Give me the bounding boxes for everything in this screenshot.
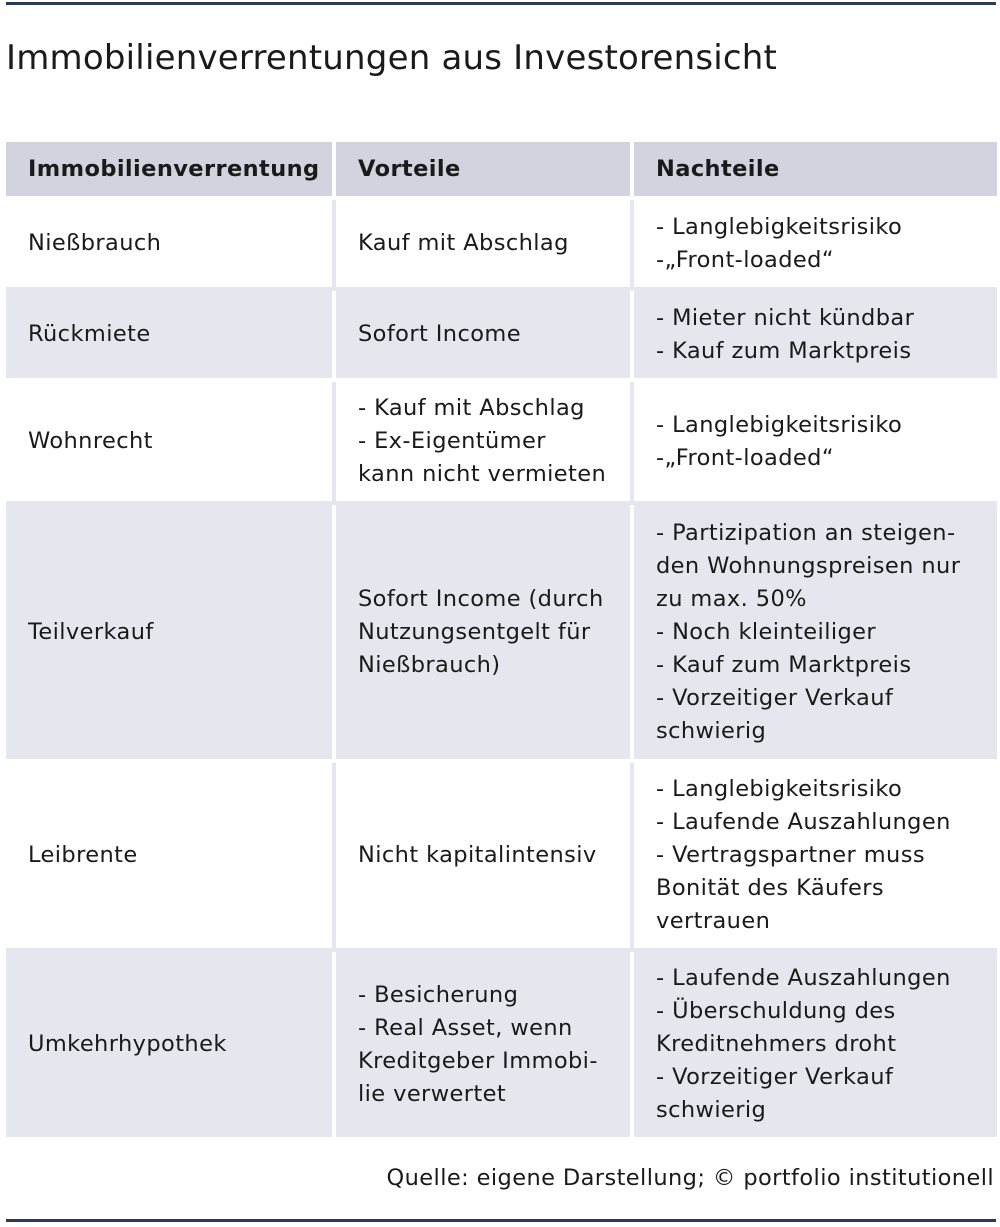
nachteil-line: zu max. 50% <box>656 585 807 612</box>
vorteil-line: - Ex-Eigentümer <box>358 428 546 454</box>
nachteil-line: - Mieter nicht kündbar <box>656 304 915 331</box>
row-vorteile <box>336 200 634 291</box>
table-row <box>6 382 997 505</box>
row-nachteile <box>634 505 997 763</box>
bottom-rule <box>6 1219 996 1222</box>
top-rule <box>6 2 996 5</box>
nachteil-line: - Noch kleinteiliger <box>656 618 877 645</box>
nachteil-line: - Vertragspartner muss <box>656 842 925 868</box>
nachteil-line: - Langlebigkeitsrisiko <box>656 411 903 438</box>
row-nachteile <box>634 200 997 291</box>
vorteil-line: - Kauf mit Abschlag <box>358 395 585 421</box>
source-note: Quelle: eigene Darstellung; © portfolio institutionell <box>386 1165 994 1191</box>
vorteil-line: Sofort Income <box>358 321 521 347</box>
row-vorteile <box>336 763 634 952</box>
nachteil-line: - Langlebigkeitsrisiko <box>656 776 903 802</box>
row-nachteile <box>634 952 997 1141</box>
row-nachteile <box>634 382 997 505</box>
vorteil-line: Kreditgeber Immobi- <box>358 1047 598 1074</box>
page-title: Immobilienverrentungen aus Investorensicht <box>6 38 778 78</box>
row-name: Leibrente <box>6 763 336 952</box>
table-row <box>6 200 997 291</box>
comparison-table <box>6 142 997 1141</box>
nachteil-line: den Wohnungspreisen nur <box>656 552 961 579</box>
row-name: Wohnrecht <box>6 382 336 505</box>
row-vorteile <box>336 505 634 763</box>
nachteil-line: - Kauf zum Marktpreis <box>656 337 912 364</box>
vorteil-line: Nicht kapitalintensiv <box>358 842 597 868</box>
nachteil-line: Kreditnehmers droht <box>656 1031 897 1057</box>
table-header-row <box>6 142 997 200</box>
table-row <box>6 763 997 952</box>
row-nachteile <box>634 763 997 952</box>
header-immobilienverrentung: Immobilienverrentung <box>6 142 336 200</box>
vorteil-line: Sofort Income (durch <box>358 585 604 612</box>
row-vorteile <box>336 952 634 1141</box>
nachteil-line: - Laufende Auszahlungen <box>656 809 951 835</box>
row-vorteile <box>336 291 634 382</box>
nachteil-line: Bonität des Käufers <box>656 875 885 901</box>
nachteil-line: - Vorzeitiger Verkauf <box>656 1064 894 1090</box>
vorteil-line: - Real Asset, wenn <box>358 1014 573 1041</box>
row-vorteile <box>336 382 634 505</box>
nachteil-line: - Vorzeitiger Verkauf <box>656 684 894 711</box>
row-name: Teilverkauf <box>6 505 336 763</box>
nachteil-line: schwierig <box>656 1097 767 1123</box>
row-name: Rückmiete <box>6 291 336 382</box>
nachteil-line: - Partizipation an steigen- <box>656 519 956 546</box>
table-row <box>6 505 997 763</box>
vorteil-line: Nutzungsentgelt für <box>358 618 591 645</box>
row-name: Nießbrauch <box>6 200 336 291</box>
nachteil-line: -„Front-loaded“ <box>656 246 834 273</box>
nachteil-line: - Langlebigkeitsrisiko <box>656 213 903 240</box>
vorteil-line: Kauf mit Abschlag <box>358 230 569 256</box>
nachteil-line: - Laufende Auszahlungen <box>656 965 951 991</box>
nachteil-line: - Kauf zum Marktpreis <box>656 651 912 678</box>
row-nachteile <box>634 291 997 382</box>
vorteil-line: Nießbrauch) <box>358 651 501 678</box>
table-row <box>6 952 997 1141</box>
header-nachteile: Nachteile <box>634 142 997 200</box>
vorteil-line: kann nicht vermieten <box>358 461 607 487</box>
vorteil-line: lie verwertet <box>358 1080 507 1107</box>
vorteil-line: - Besicherung <box>358 981 519 1008</box>
row-name: Umkehrhypothek <box>6 952 336 1141</box>
header-vorteile: Vorteile <box>336 142 634 200</box>
nachteil-line: -„Front-loaded“ <box>656 444 834 471</box>
nachteil-line: schwierig <box>656 717 767 744</box>
nachteil-line: vertrauen <box>656 908 771 934</box>
nachteil-line: - Überschuldung des <box>656 998 896 1024</box>
table-row <box>6 291 997 382</box>
